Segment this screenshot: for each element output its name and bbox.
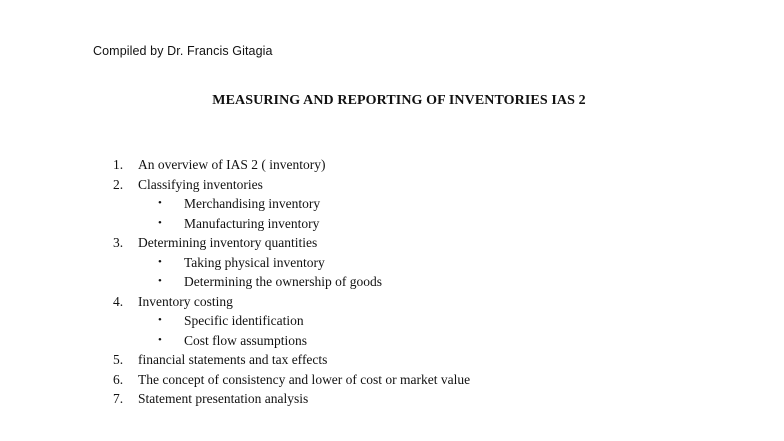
bullet-icon: • bbox=[158, 314, 162, 326]
item-text: financial statements and tax effects bbox=[138, 352, 328, 367]
subitem-text: Specific identification bbox=[184, 313, 304, 328]
subitem-text: Determining the ownership of goods bbox=[184, 274, 382, 289]
subitem-text: Manufacturing inventory bbox=[184, 215, 320, 231]
item-number: 5. bbox=[113, 352, 124, 367]
subitem-text: Taking physical inventory bbox=[184, 254, 325, 270]
item-text: Statement presentation analysis bbox=[138, 391, 309, 406]
item-number: 1. bbox=[113, 157, 124, 172]
bullet-icon: • bbox=[158, 255, 162, 268]
bullet-icon: • bbox=[158, 216, 162, 229]
item-number: 4. bbox=[113, 293, 124, 309]
bullet-icon: • bbox=[158, 275, 162, 287]
bullet-icon: • bbox=[158, 333, 162, 346]
item-number: 6. bbox=[113, 371, 124, 387]
item-text: Inventory costing bbox=[138, 293, 233, 309]
item-number: 7. bbox=[113, 391, 124, 406]
item-number: 2. bbox=[113, 176, 124, 192]
subitem-text: Cost flow assumptions bbox=[184, 332, 308, 348]
compiled-by-header: Compiled by Dr. Francis Gitagia bbox=[93, 44, 273, 58]
bullet-icon: • bbox=[158, 197, 162, 209]
item-text: An overview of IAS 2 ( inventory) bbox=[138, 157, 326, 172]
item-text: Classifying inventories bbox=[138, 176, 263, 192]
item-text: The concept of consistency and lower of cost or market value bbox=[138, 371, 471, 387]
item-number: 3. bbox=[113, 235, 124, 250]
document-title: MEASURING AND REPORTING OF INVENTORIES IAS 2 bbox=[212, 93, 586, 108]
item-text: Determining inventory quantities bbox=[138, 235, 318, 250]
subitem-text: Merchandising inventory bbox=[184, 196, 321, 211]
